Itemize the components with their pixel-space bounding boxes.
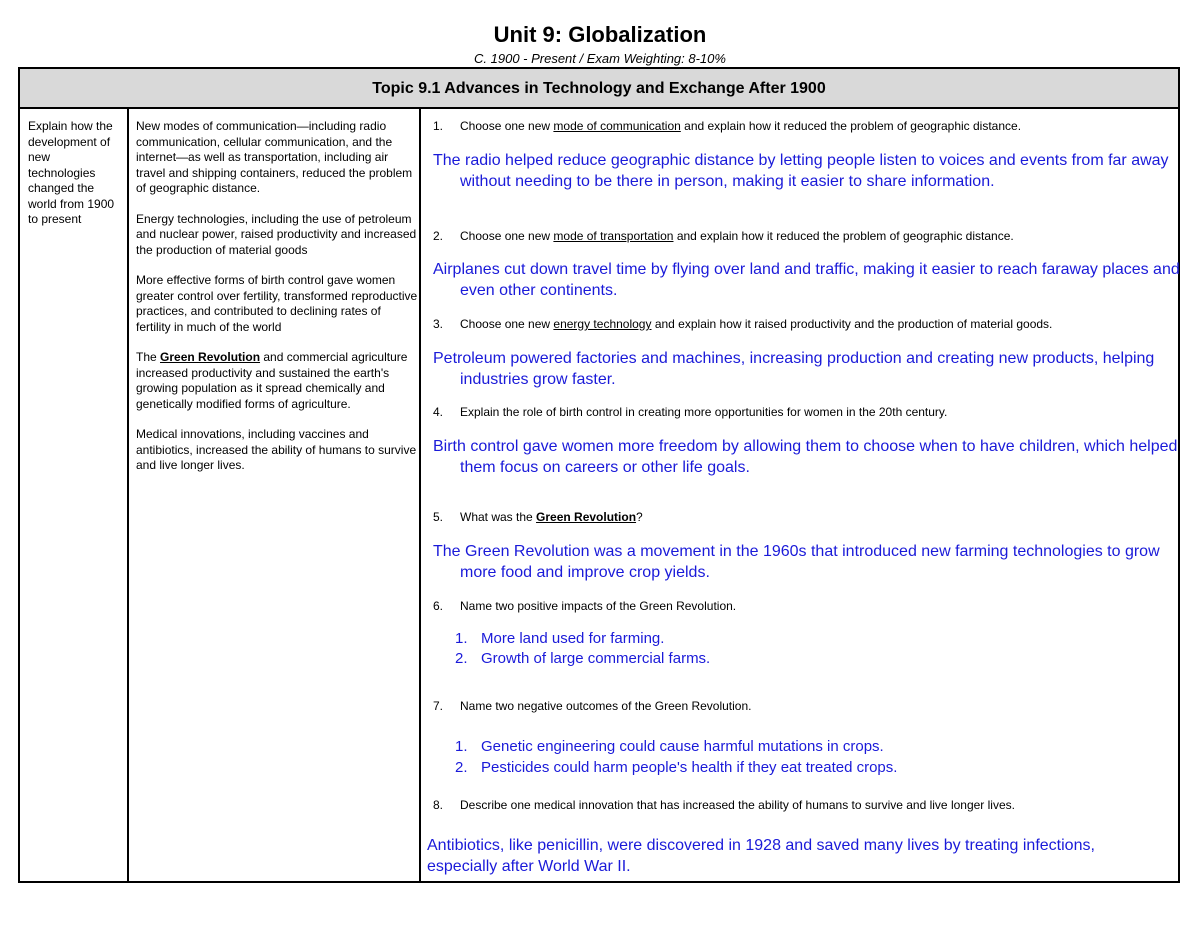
key-concept-communication: New modes of communication—including radio communication, cellular communication, and the internet—as well as transportation, including air travel and shipping containers, reduced the problem of geographic distance. xyxy=(136,119,413,195)
green-revolution-term: Green Revolution xyxy=(160,350,261,364)
key-concept-energy: Energy technologies, including the use of petroleum and nuclear power, raised productivity and increased the production of material goods xyxy=(136,211,417,257)
answer-2: Airplanes cut down travel time by flying over land and traffic, making it easier to reach faraway places and even other continents. xyxy=(433,261,1180,299)
page-subtitle: C. 1900 - Present / Exam Weighting: 8-10% xyxy=(474,51,726,66)
answer-4: Birth control gave women more freedom by allowing them to choose when to have children, which helped them focus on careers or other life goals. xyxy=(433,438,1178,476)
learning-objective: Explain how the development of new technologies changed the world from 1900 to present xyxy=(28,119,115,226)
answer-6-item-1: 1. More land used for farming. xyxy=(455,630,665,647)
question-1: 1. Choose one new mode of communication and explain how it reduced the problem of geographic distance. xyxy=(433,119,1022,133)
key-concept-birth-control: More effective forms of birth control gave women greater control over fertility, transformed reproductive practices, and contributed to declining rates of fertility in much of the world xyxy=(136,273,418,334)
key-concepts xyxy=(136,119,418,489)
question-5: 5. What was the Green Revolution? xyxy=(433,510,643,524)
column-divider xyxy=(127,109,129,881)
answer-1: The radio helped reduce geographic distance by letting people listen to voices and events from far away without needing to be there in person, making it easier to share information. xyxy=(433,152,1169,190)
answer-3: Petroleum powered factories and machines, increasing production and creating new products, helping industries grow faster. xyxy=(433,350,1155,388)
key-concept-medical: Medical innovations, including vaccines and antibiotics, increased the ability of humans to survive and live longer lives. xyxy=(136,427,417,472)
answer-6-item-2: 2. Growth of large commercial farms. xyxy=(455,650,711,667)
question-8: 8. Describe one medical innovation that has increased the ability of humans to survive and live longer lives. xyxy=(433,798,1015,812)
question-4: 4. Explain the role of birth control in creating more opportunities for women in the 20th century. xyxy=(433,405,948,419)
topic-header: Topic 9.1 Advances in Technology and Exchange After 1900 xyxy=(20,69,1178,109)
key-concept-green-revolution: The Green Revolution and commercial agriculture increased productivity and sustained the earth's growing population as it spread chemically and genetically modified forms of agriculture. xyxy=(136,350,408,411)
answer-5: The Green Revolution was a movement in the 1960s that introduced new farming technologies to grow more food and improve crop yields. xyxy=(433,543,1160,581)
answer-8: Antibiotics, like penicillin, were discovered in 1928 and saved many lives by treating infections, especially after World War II. xyxy=(427,837,1095,875)
question-2: 2. Choose one new mode of transportation and explain how it reduced the problem of geographic distance. xyxy=(433,229,1014,243)
answer-7-item-2: 2. Pesticides could harm people's health if they eat treated crops. xyxy=(455,759,898,776)
column-divider xyxy=(419,109,421,881)
question-7: 7. Name two negative outcomes of the Green Revolution. xyxy=(433,699,752,713)
question-6: 6. Name two positive impacts of the Green Revolution. xyxy=(433,599,737,613)
question-3: 3. Choose one new energy technology and explain how it raised productivity and the production of material goods. xyxy=(433,317,1053,331)
answer-7-item-1: 1. Genetic engineering could cause harmful mutations in crops. xyxy=(455,738,884,755)
page-title: Unit 9: Globalization xyxy=(493,22,707,47)
worksheet-table xyxy=(18,67,1180,883)
